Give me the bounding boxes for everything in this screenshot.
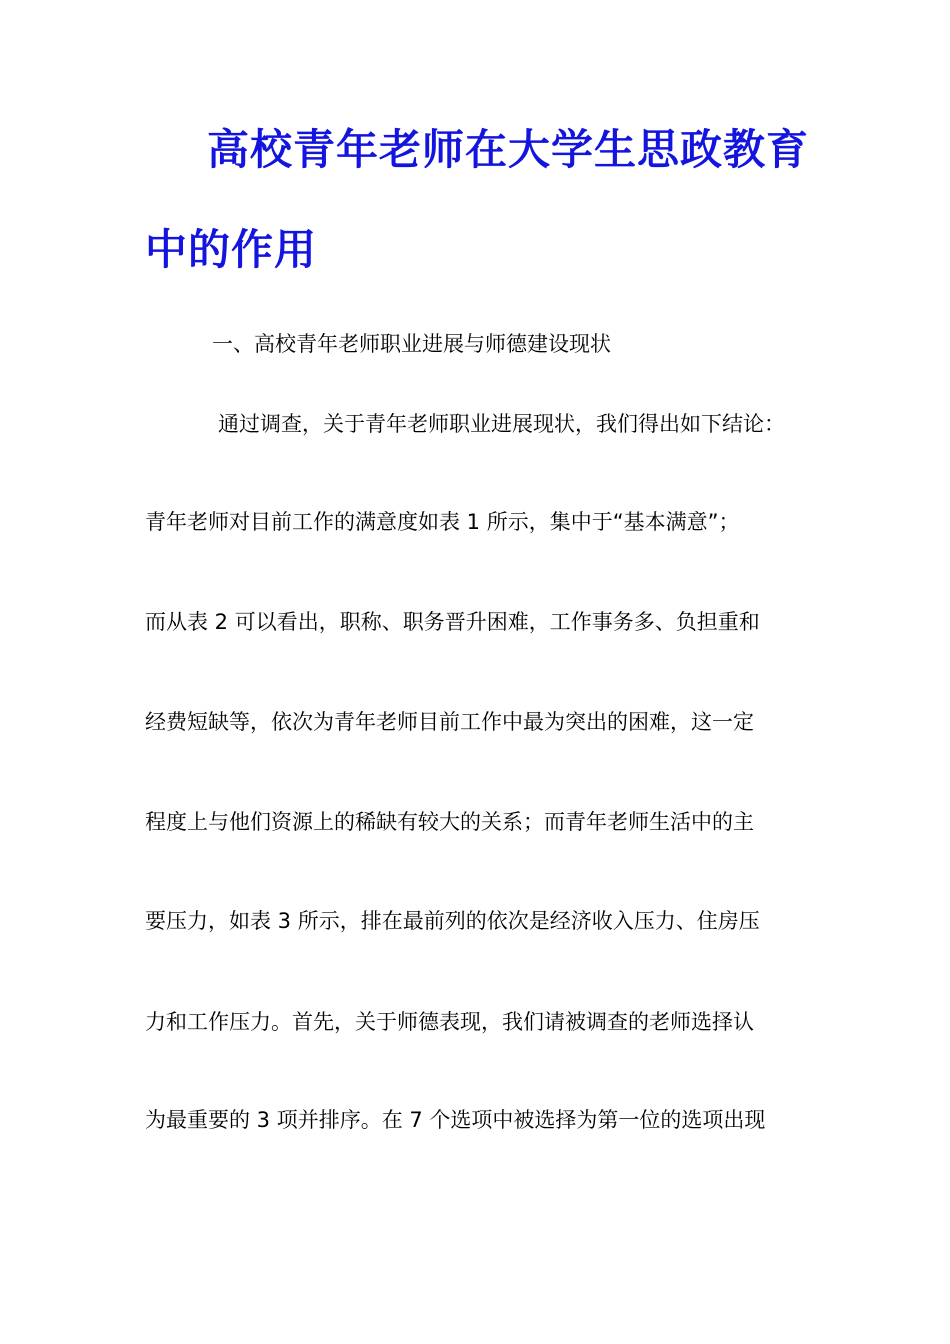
document-title-line-1: 高校青年老师在大学生思政教育 — [207, 125, 810, 174]
document-title-line-2: 中的作用 — [145, 225, 318, 274]
body-line-1: 通过调查，关于青年老师职业进展现状，我们得出如下结论： — [218, 412, 785, 436]
body-line-2: 青年老师对目前工作的满意度如表 1 所示，集中于“基本满意”； — [145, 510, 740, 534]
body-line-8: 为最重要的 3 项并排序。在 7 个选项中被选择为第一位的选项出现 — [145, 1108, 766, 1132]
body-line-5: 程度上与他们资源上的稀缺有较大的关系；而青年老师生活中的主 — [145, 810, 754, 834]
body-line-6: 要压力，如表 3 所示，排在最前列的依次是经济收入压力、住房压 — [145, 909, 760, 933]
section-heading: 一、高校青年老师职业进展与师德建设现状 — [212, 332, 611, 356]
body-line-3: 而从表 2 可以看出，职称、职务晋升困难，工作事务多、负担重和 — [145, 610, 760, 634]
body-line-4: 经费短缺等，依次为青年老师目前工作中最为突出的困难，这一定 — [145, 710, 754, 734]
body-line-7: 力和工作压力。首先，关于师德表现，我们请被调查的老师选择认 — [145, 1010, 754, 1034]
